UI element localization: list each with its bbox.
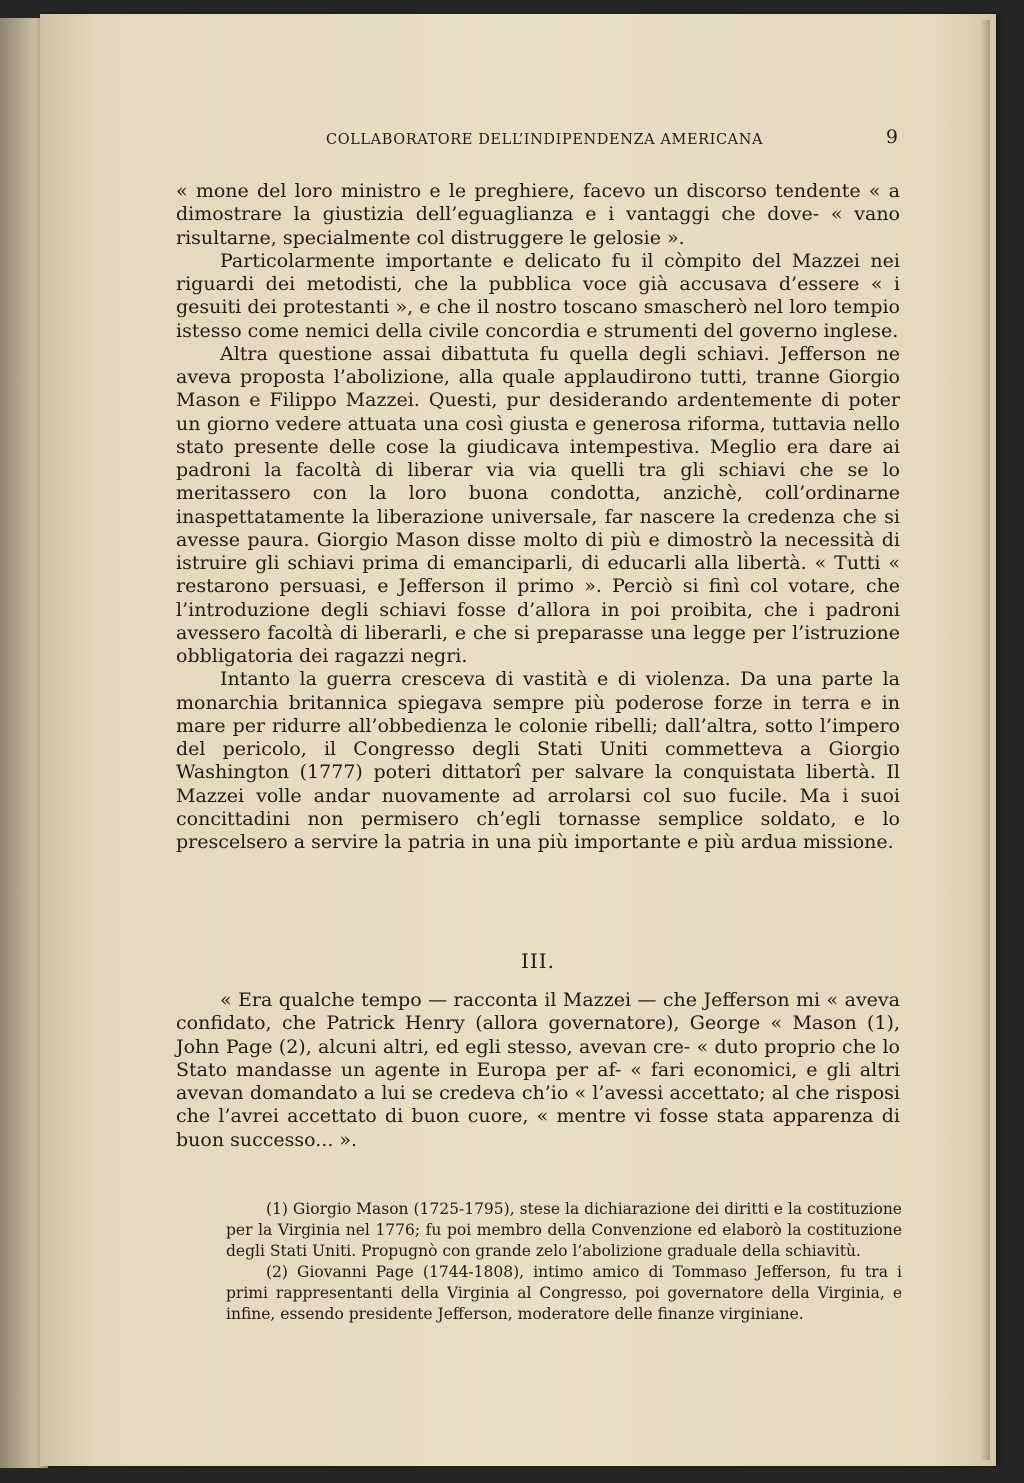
footnotes bbox=[226, 1199, 902, 1325]
paragraph-quote-end: « mone del loro ministro e le preghiere, facevo un discorso tendente « a dimostrare la giustizia dell’eguaglianza e i vantaggi che dove- « vano risultarne, specialmente col distruggere le gelosie ». bbox=[176, 180, 900, 249]
paragraph-war: Intanto la guerra cresceva di vastità e di violenza. Da una parte la monarchia britannica spiegava sempre più poderose forze in terra e in mare per ridurre all’obbedienza le colonie ribelli; dall’altra, sotto l’impero del pericolo, il Congresso degli Stati Uniti commetteva a Giorgio Washington (1777) poteri dittatorî per salvare la conquistata libertà. Il Mazzei volle andar nuovamente ad arrolarsi col suo fucile. Ma i suoi concittadini non permisero ch’egli tornasse semplice soldato, e lo prescelsero a servire la patria in una più importante e più ardua missione. bbox=[176, 668, 900, 853]
paragraph-methodists: Particolarmente importante e delicato fu il còmpito del Mazzei nei riguardi dei metodisti, che la pubblica voce già accusava d’essere « i gesuiti dei protestanti », e che il nostro toscano smascherò nel loro tempio istesso come nemici della civile concordia e strumenti del governo inglese. bbox=[176, 249, 900, 342]
running-head: COLLABORATORE DELL’INDIPENDENZA AMERICANA bbox=[326, 132, 764, 148]
paragraph-mazzei-quote: « Era qualche tempo — racconta il Mazzei — che Jefferson mi « aveva confidato, che Patrick Henry (allora governatore), George « Mason (1), John Page (2), alcuni altri, ed egli stesso, avevan cre- « duto proprio che lo Stato mandasse un agente in Europa per af- « fari economici, e gli altri avevan domandato a lui se credeva ch’io « l’avessi accettato; al che risposi che l’avrei accettato di buon cuore, « mentre vi fosse stata apparenza di buon successo... ». bbox=[176, 989, 900, 1151]
footnote-2: (2) Giovanni Page (1744-1808), intimo amico di Tommaso Jefferson, fu tra i primi rappresentanti della Virginia al Congresso, poi governatore della Virginia, e infine, essendo presidente Jefferson, moderatore delle finanze virginiane. bbox=[226, 1263, 902, 1323]
footnote-1: (1) Giorgio Mason (1725-1795), stese la dichiarazione dei diritti e la costituzione per la Virginia nel 1776; fu poi membro della Convenzione ed elaborò la costituzione degli Stati Uniti. Propugnò con grande zelo l’abolizione graduale della schiavitù. bbox=[226, 1200, 902, 1260]
page-header bbox=[176, 126, 898, 150]
section-heading: III. bbox=[520, 949, 556, 973]
section-text bbox=[176, 989, 900, 1152]
paragraph-slavery: Altra questione assai dibattuta fu quella degli schiavi. Jefferson ne aveva proposta l’abolizione, alla quale applaudirono tutti, tranne Giorgio Mason e Filippo Mazzei. Questi, pur desiderando ardentemente di poter un giorno vedere attuata una così giusta e generosa riforma, tuttavia nello stato presente delle cose la giudicava intempestiva. Meglio era dare ai padroni la facoltà di liberar via via quelli tra gli schiavi che se lo meritassero con la loro buona condotta, anzichè, coll’ordinarne inaspettatamente la liberazione universale, far nascere la credenza che si avesse paura. Giorgio Mason disse molto di più e dimostrò la necessità di istruire gli schiavi prima di emanciparli, di educarli alla libertà. « Tutti « restarono persuasi, e Jefferson il primo ». Perciò si finì col votare, che l’introduzione degli schiavi fosse d’allora in poi proibita, che i padroni avessero facoltà di liberarli, e che si preparasse una legge per l’istruzione obbligatoria dei ragazzi negri. bbox=[176, 342, 900, 667]
page-number: 9 bbox=[885, 126, 898, 148]
page-edge-shadow bbox=[980, 20, 990, 1460]
book-page bbox=[40, 14, 996, 1466]
main-text bbox=[176, 180, 900, 854]
